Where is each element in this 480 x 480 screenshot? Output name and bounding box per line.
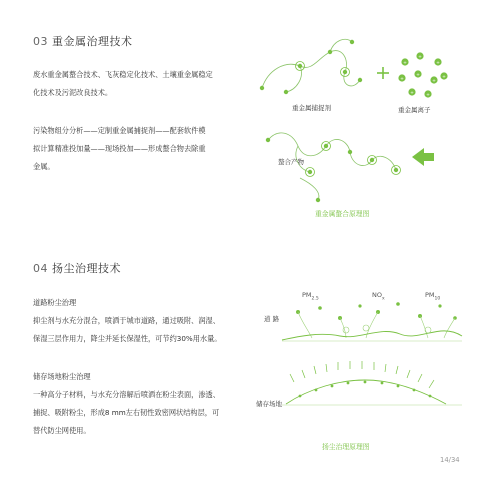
- page-number: 14/34: [440, 456, 460, 464]
- label-chelate: 螯合产物: [278, 158, 304, 166]
- road-particles: [296, 302, 457, 320]
- pm10-sub: 10: [434, 296, 441, 302]
- section-3-title-text: 重金属治理技术: [52, 35, 133, 48]
- svg-text:+: +: [432, 79, 436, 84]
- road-heading: 道路粉尘治理: [33, 298, 77, 307]
- intro-line: 化技术及污泥改良技术。: [33, 88, 113, 97]
- label-metal-ion: 重金属离子: [398, 106, 431, 114]
- section-3-number: 03: [33, 35, 48, 48]
- svg-text:+: +: [418, 55, 422, 60]
- process-line: 拟计算精准投加量——现场投加——形成螯合物去除重: [33, 144, 206, 153]
- label-yard: 储存场地: [256, 400, 282, 408]
- yard-line: 捕捉、吸附粉尘，形成8 mm左右韧性致密网状结构层，可: [33, 408, 220, 417]
- pm25-sub: 2.5: [311, 296, 319, 302]
- yard-line: 一种高分子材料，与水充分溶解后喷洒在粉尘表面，渗透、: [33, 390, 220, 399]
- section-4-number: 04: [33, 262, 48, 275]
- svg-text:+: +: [442, 75, 446, 80]
- intro-line: 废水重金属螯合技术、飞灰稳定化技术、土壤重金属稳定: [33, 70, 213, 79]
- process-line: 金属。: [33, 162, 55, 171]
- yard-spray-drops: [290, 361, 434, 388]
- svg-text:+: +: [410, 91, 414, 96]
- road-line: 保湿三层作用力，降尘并延长保湿性，可节约30%用水量。: [33, 334, 222, 343]
- dust-caption: 扬尘治理原理图: [322, 443, 370, 451]
- chelation-caption: 重金属螯合原理图: [315, 210, 370, 218]
- section-4-title-text: 扬尘治理技术: [52, 262, 121, 275]
- yard-line: 替代防尘网使用。: [33, 426, 91, 435]
- svg-text:+: +: [416, 73, 420, 78]
- svg-text:+: +: [436, 61, 440, 66]
- svg-text:+: +: [403, 61, 407, 66]
- label-capture-agent: 重金属捕捉剂: [292, 104, 331, 112]
- nox-text: NO: [372, 291, 382, 299]
- label-road: 道 路: [264, 315, 280, 323]
- nox-sub: x: [381, 296, 385, 302]
- road-line: 抑尘剂与水充分混合，喷洒于城市道路，通过吸附、润湿、: [33, 316, 220, 325]
- svg-text:+: +: [400, 77, 404, 82]
- yard-mound: [286, 380, 446, 404]
- svg-text:+: +: [426, 93, 430, 98]
- process-line: 污染物组分分析——定制重金属捕捉剂——配套软件模: [33, 126, 206, 135]
- pm25-text: PM: [302, 291, 312, 299]
- pm10-text: PM: [425, 291, 435, 299]
- yard-heading: 储存场地粉尘治理: [33, 372, 91, 381]
